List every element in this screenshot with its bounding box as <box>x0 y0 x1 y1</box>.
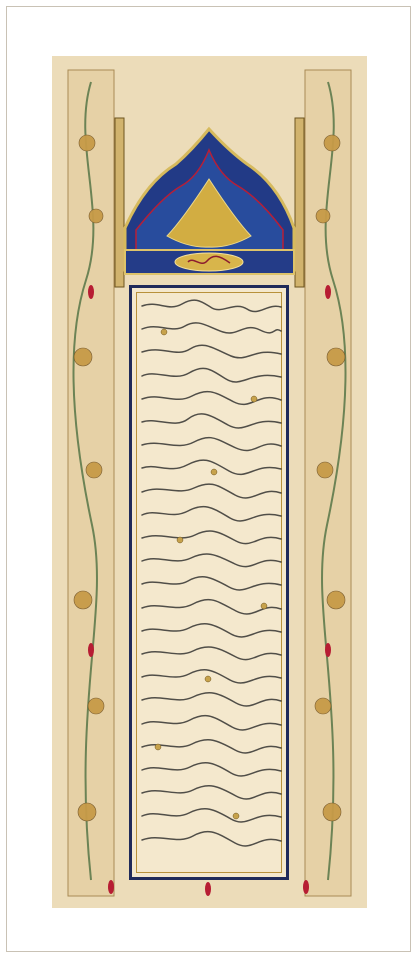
right-inner-band <box>295 118 304 287</box>
calligraphy-panel <box>129 285 289 880</box>
left-inner-band <box>115 118 124 287</box>
calligraphy-lines <box>132 288 292 883</box>
central-cartouche <box>175 253 243 271</box>
